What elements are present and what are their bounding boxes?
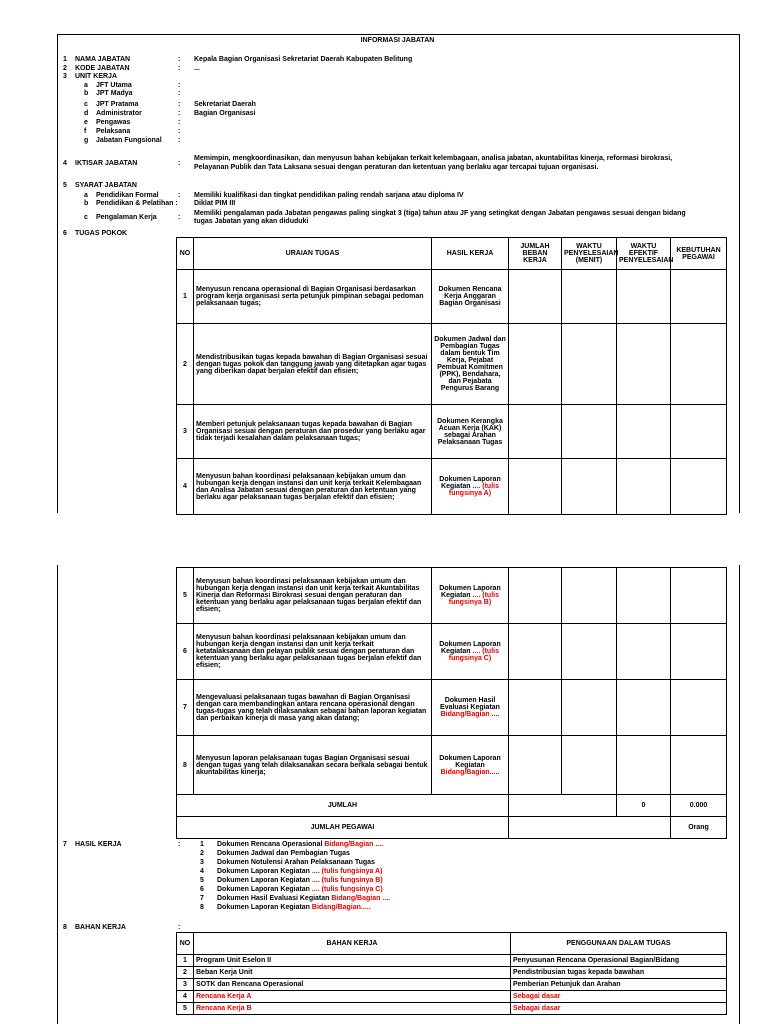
tugas-hasil: Dokumen Laporan Kegiatan Bidang/Bagian..... [432, 736, 509, 795]
efektif-cell[interactable] [617, 324, 671, 405]
tugas-uraian: Mengevaluasi pelaksanaan tugas bawahan di Bagian Organisasi dengan cara membandingkan antara rencana operasional dengan tugas-tugas yang telah dilaksanakan sebagai bahan laporan kegiatan dan perbaikan kinerja di masa yang akan datang; [194, 680, 432, 736]
iktisar-line-1: Memimpin, mengkoordinasikan, dan menyusun bahan kebijakan terkait kelembagaan, analisa jabatan, akuntabilitas kinerja, reformasi birokrasi, [194, 155, 673, 162]
section-2-label: KODE JABATAN [75, 65, 130, 72]
section-3-number: 3 [63, 73, 67, 80]
bahan-guna: Pemberian Petunjuk dan Arahan [511, 979, 727, 991]
beban-cell[interactable] [509, 459, 562, 515]
header-no: NO [177, 238, 194, 270]
table-row [177, 955, 727, 967]
tugas-hasil: Dokumen Hasil Evaluasi Kegiatan Bidang/Bagian .... [432, 680, 509, 736]
kebutuhan-cell[interactable] [671, 568, 727, 624]
header-waktu: WAKTU PENYELESAIAN (MENIT) [562, 238, 617, 270]
section-3-label: UNIT KERJA [75, 73, 118, 80]
efektif-cell[interactable] [617, 736, 671, 795]
header-beban: JUMLAH BEBAN KERJA [509, 238, 562, 270]
section-2-colon: : [178, 65, 181, 72]
list-item: 5 Dokumen Laporan Kegiatan .... (tulis fungsinya B) [200, 877, 383, 884]
tugas-uraian: Memberi petunjuk pelaksanaan tugas kepada bawahan di Bagian Organisasi sesuai dengan peraturan dan prosedur yang berlaku agar tidak terjadi kesalahan dalam pelaksanaan tugas; [194, 405, 432, 459]
beban-cell[interactable] [509, 624, 562, 680]
bahan-no: 5 [177, 1003, 194, 1015]
section-8-number: 8 [63, 924, 67, 931]
table-row [177, 979, 727, 991]
jumlah-beban: 0 [617, 795, 671, 817]
kode-jabatan-value: ... [194, 65, 200, 72]
syarat-label: Pendidikan & Pelatihan : [96, 200, 178, 207]
unit-colon: : [178, 119, 181, 126]
section-5-number: 5 [63, 182, 67, 189]
list-item: 8 Dokumen Laporan Kegiatan Bidang/Bagian..... [200, 904, 371, 911]
beban-cell[interactable] [509, 568, 562, 624]
bahan-header-bahan: BAHAN KERJA [194, 933, 511, 955]
tugas-hasil: Dokumen Kerangka Acuan Kerja (KAK) sebagai Arahan Pelaksanaan Tugas [432, 405, 509, 459]
tugas-hasil: Dokumen Laporan Kegiatan .... (tulis fungsinya A) [432, 459, 509, 515]
tugas-table-page-1 [176, 237, 727, 515]
unit-value: Sekretariat Daerah [194, 101, 256, 108]
syarat-label: Pendidikan Formal [96, 192, 159, 199]
waktu-cell[interactable] [562, 568, 617, 624]
efektif-cell[interactable] [617, 568, 671, 624]
beban-cell[interactable] [509, 736, 562, 795]
pendidikan-formal-value: Memiliki kualifikasi dan tingkat pendidikan paling rendah sarjana atau diploma IV [194, 192, 464, 199]
tugas-no: 7 [177, 680, 194, 736]
bahan-no: 3 [177, 979, 194, 991]
bahan-no: 2 [177, 967, 194, 979]
kebutuhan-cell[interactable] [671, 324, 727, 405]
tugas-no: 8 [177, 736, 194, 795]
list-item: 1 Dokumen Rencana Operasional Bidang/Bagian .... [200, 841, 384, 848]
bahan-kerja-table [176, 932, 727, 1015]
iktisar-line-2: Pelayanan Publik dan Tata Laksana sesuai dengan peraturan dan ketentuan yang berlaku agar tercapai tujuan organisasi. [194, 164, 599, 171]
section-4-label: IKTISAR JABATAN [75, 160, 138, 167]
tugas-hasil: Dokumen Laporan Kegiatan .... (tulis fungsinya B) [432, 568, 509, 624]
table-row [177, 1003, 727, 1015]
tugas-no: 1 [177, 270, 194, 324]
syarat-letter: b [84, 200, 89, 207]
unit-colon: : [178, 82, 181, 89]
efektif-cell[interactable] [617, 405, 671, 459]
pengalaman-line-2: tugas Jabatan yang akan diduduki [194, 218, 309, 225]
unit-label: Pengawas [96, 119, 131, 126]
section-2-number: 2 [63, 65, 67, 72]
tugas-uraian: Mendistribusikan tugas kepada bawahan di Bagian Organisasi sesuai dengan tugas pokok dan tanggung jawab yang ditetapkan agar tugas yang diberikan dapat berjalan efektif dan efisien; [194, 324, 432, 405]
unit-letter: b [84, 90, 89, 97]
unit-colon: : [178, 137, 181, 144]
header-hasil: HASIL KERJA [432, 238, 509, 270]
table-row [177, 459, 727, 515]
table-row [177, 991, 727, 1003]
jumlah-pegawai-row [177, 817, 727, 839]
header-kebutuhan: KEBUTUHAN PEGAWAI [671, 238, 727, 270]
unit-letter: a [84, 82, 88, 89]
bahan-name: SOTK dan Rencana Operasional [194, 979, 511, 991]
unit-colon: : [178, 90, 181, 97]
beban-cell[interactable] [509, 680, 562, 736]
syarat-colon: : [178, 214, 181, 221]
section-6-label: TUGAS POKOK [75, 230, 128, 237]
tugas-hasil: Dokumen Rencana Kerja Anggaran Bagian Organisasi [432, 270, 509, 324]
unit-colon: : [178, 110, 181, 117]
list-item: 6 Dokumen Laporan Kegiatan .... (tulis fungsinya C) [200, 886, 383, 893]
header-uraian: URAIAN TUGAS [194, 238, 432, 270]
bahan-name: Rencana Kerja B [194, 1003, 511, 1015]
tugas-uraian: Menyusun bahan koordinasi pelaksanaan kebijakan umum dan hubungan kerja dengan instansi dan unit kerja terkait Akuntabilitas Kinerja dan Reformasi Birokrasi sesuai dengan peraturan dan ketentuan yang berlaku agar pelaksanaan tugas berjalan efektif dan efisien; [194, 568, 432, 624]
table-row [177, 568, 727, 624]
unit-letter: e [84, 119, 88, 126]
efektif-cell[interactable] [617, 270, 671, 324]
waktu-cell[interactable] [562, 324, 617, 405]
unit-colon: : [178, 128, 181, 135]
tugas-no: 4 [177, 459, 194, 515]
bahan-header-penggunaan: PENGGUNAAN DALAM TUGAS [511, 933, 727, 955]
kebutuhan-cell[interactable] [671, 680, 727, 736]
jumlah-label: JUMLAH [177, 795, 509, 817]
beban-cell[interactable] [509, 405, 562, 459]
unit-label: JFT Utama [96, 82, 132, 89]
document-title: INFORMASI JABATAN [360, 37, 435, 44]
pengalaman-line-1: Memiliki pengalaman pada Jabatan pengawas paling singkat 3 (tiga) tahun atau JF yang setingkat dengan Jabatan pengawas sesuai dengan bidang [194, 210, 686, 217]
syarat-letter: c [84, 214, 88, 221]
tugas-uraian: Menyusun bahan koordinasi pelaksanaan kebijakan umum dan hubungan kerja dengan instansi dan unit kerja terkait ketatalaksanaan dan pelayan publik sesuai dengan peraturan dan ketentuan yang berlaku agar pelaksanaan tugas berjalan efektif dan efisien; [194, 624, 432, 680]
waktu-cell[interactable] [562, 405, 617, 459]
unit-letter: f [84, 128, 87, 135]
waktu-cell[interactable] [562, 459, 617, 515]
nama-jabatan-value: Kepala Bagian Organisasi Sekretariat Daerah Kabupaten Belitung [194, 56, 413, 63]
bahan-no: 4 [177, 991, 194, 1003]
tugas-uraian: Menyusun bahan koordinasi pelaksanaan kebijakan umum dan hubungan kerja dengan instansi dan unit kerja terkait Kelembagaan dan Analisa Jabatan sesuai dengan peraturan dan ketentuan yang berlaku agar pelaksanaan tugas berjalan efektif dan efisien; [194, 459, 432, 515]
tugas-hasil: Dokumen Jadwal dan Pembagian Tugas dalam bentuk Tim Kerja, Pejabat Pembuat Komitmen (PPK), Bendahara, dan Pejabata Pengurus Barang [432, 324, 509, 405]
section-6-number: 6 [63, 230, 67, 237]
kebutuhan-cell[interactable] [671, 624, 727, 680]
bahan-guna: Sebagai dasar [511, 991, 727, 1003]
efektif-cell[interactable] [617, 459, 671, 515]
syarat-colon: : [178, 192, 181, 199]
beban-cell[interactable] [509, 270, 562, 324]
waktu-cell[interactable] [562, 680, 617, 736]
table-row [177, 680, 727, 736]
table-row [177, 270, 727, 324]
kebutuhan-cell[interactable] [671, 459, 727, 515]
section-7-label: HASIL KERJA [75, 841, 122, 848]
waktu-cell[interactable] [562, 736, 617, 795]
diklat-value: Diklat PIM III [194, 200, 236, 207]
list-item: 2 Dokumen Jadwal dan Pembagian Tugas [200, 850, 350, 857]
tugas-no: 2 [177, 324, 194, 405]
header-efektif: WAKTU EFEKTIF PENYELESAIAN [617, 238, 671, 270]
jumlah-pegawai-unit: Orang [671, 817, 727, 839]
efektif-cell[interactable] [617, 624, 671, 680]
bahan-header-no: NO [177, 933, 194, 955]
unit-label: Administrator [96, 110, 142, 117]
unit-label: Pelaksana [96, 128, 131, 135]
kebutuhan-cell[interactable] [671, 405, 727, 459]
bahan-guna: Sebagai dasar [511, 1003, 727, 1015]
tugas-table-page-2 [176, 567, 727, 839]
bahan-guna: Penyusunan Rencana Operasional Bagian/Bidang [511, 955, 727, 967]
unit-label: Jabatan Fungsional [96, 137, 162, 144]
syarat-letter: a [84, 192, 88, 199]
bahan-guna: Pendistribusian tugas kepada bawahan [511, 967, 727, 979]
table-row [177, 967, 727, 979]
unit-value: Bagian Organisasi [194, 110, 256, 117]
jumlah-row [177, 795, 727, 817]
table-row [177, 324, 727, 405]
kebutuhan-cell[interactable] [671, 270, 727, 324]
unit-colon: : [178, 101, 181, 108]
unit-letter: d [84, 110, 89, 117]
tugas-uraian: Menyusun laporan pelaksanaan tugas Bagian Organisasi sesuai dengan tugas yang telah dilaksanakan secara berkala sebagai bentuk akuntabilitas kinerja; [194, 736, 432, 795]
table-row [177, 624, 727, 680]
bahan-no: 1 [177, 955, 194, 967]
section-1-colon: : [178, 56, 181, 63]
list-item: 7 Dokumen Hasil Evaluasi Kegiatan Bidang/Bagian .... [200, 895, 391, 902]
section-1-label: NAMA JABATAN [75, 56, 131, 63]
tugas-no: 6 [177, 624, 194, 680]
waktu-cell[interactable] [562, 624, 617, 680]
list-item: 3 Dokumen Notulensi Arahan Pelaksanaan Tugas [200, 859, 375, 866]
section-5-label: SYARAT JABATAN [75, 182, 137, 189]
unit-letter: g [84, 137, 89, 144]
section-7-number: 7 [63, 841, 67, 848]
bahan-name: Rencana Kerja A [194, 991, 511, 1003]
section-1-number: 1 [63, 56, 67, 63]
section-7-colon: : [178, 841, 181, 848]
waktu-cell[interactable] [562, 270, 617, 324]
list-item: 4 Dokumen Laporan Kegiatan .... (tulis fungsinya A) [200, 868, 383, 875]
syarat-label: Pengalaman Kerja [96, 214, 157, 221]
bahan-name: Program Unit Eselon II [194, 955, 511, 967]
section-4-number: 4 [63, 160, 67, 167]
table-row [177, 736, 727, 795]
unit-label: JPT Pratama [96, 101, 139, 108]
kebutuhan-cell[interactable] [671, 736, 727, 795]
tugas-no: 5 [177, 568, 194, 624]
tugas-hasil: Dokumen Laporan Kegiatan .... (tulis fungsinya C) [432, 624, 509, 680]
jumlah-pegawai-label: JUMLAH PEGAWAI [177, 817, 509, 839]
unit-letter: c [84, 101, 88, 108]
table-row [177, 405, 727, 459]
section-4-colon: : [178, 160, 181, 167]
unit-label: JPT Madya [96, 90, 133, 97]
jumlah-kebutuhan: 0.000 [671, 795, 727, 817]
efektif-cell[interactable] [617, 680, 671, 736]
section-8-colon: : [178, 924, 181, 931]
bahan-name: Beban Kerja Unit [194, 967, 511, 979]
hasil-kerja-list [200, 841, 390, 913]
section-8-label: BAHAN KERJA [75, 924, 126, 931]
beban-cell[interactable] [509, 324, 562, 405]
tugas-no: 3 [177, 405, 194, 459]
tugas-uraian: Menyusun rencana operasional di Bagian Organisasi berdasarkan program kerja organisasi serta petunjuk pimpinan sebagai pedoman pelaksanaan tugas; [194, 270, 432, 324]
